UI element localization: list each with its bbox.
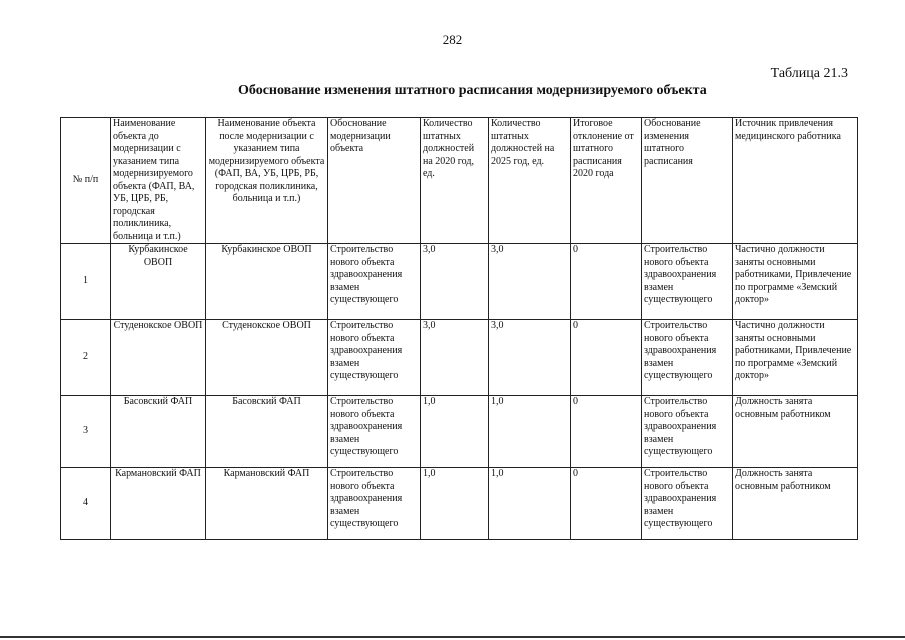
worker-source: Должность занята основным работником [733, 396, 858, 468]
modernization-reason: Строительство нового объекта здравоохранения взамен существующего [328, 396, 421, 468]
modernization-reason: Строительство нового объекта здравоохранения взамен существующего [328, 244, 421, 320]
count-2025: 3,0 [489, 320, 571, 396]
object-after: Курбакинское ОВОП [206, 244, 328, 320]
header-count-2025: Количество штатных должностей на 2025 год, ед. [489, 118, 571, 244]
document-title: Обоснование изменения штатного расписания модернизируемого объекта [238, 83, 707, 98]
staffing-table [60, 117, 858, 540]
header-modernization-reason: Обоснование модернизации объекта [328, 118, 421, 244]
object-after: Басовский ФАП [206, 396, 328, 468]
object-before: Курбакинское ОВОП [111, 244, 206, 320]
table-label: Таблица 21.3 [770, 66, 848, 81]
object-before: Студенокское ОВОП [111, 320, 206, 396]
row-number: 4 [61, 468, 111, 540]
modernization-reason: Строительство нового объекта здравоохранения взамен существующего [328, 320, 421, 396]
object-after: Студенокское ОВОП [206, 320, 328, 396]
header-worker-source: Источник привлечения медицинского работника [733, 118, 858, 244]
worker-source: Частично должности заняты основными работниками, Привлечение по программе «Земский доктор» [733, 244, 858, 320]
row-number: 2 [61, 320, 111, 396]
object-after: Кармановский ФАП [206, 468, 328, 540]
change-reason: Строительство нового объекта здравоохранения взамен существующего [642, 468, 733, 540]
count-2020: 1,0 [421, 396, 489, 468]
deviation: 0 [571, 396, 642, 468]
count-2020: 3,0 [421, 244, 489, 320]
table-row [61, 244, 858, 320]
table-header-row [61, 118, 858, 244]
header-object-before: Наименование объекта до модернизации с указанием типа модернизируемого объекта (ФАП, ВА, УБ, ЦРБ, РБ, городская поликлиника, больница и т.п.) [111, 118, 206, 244]
count-2020: 1,0 [421, 468, 489, 540]
table-row [61, 320, 858, 396]
header-change-reason: Обоснование изменения штатного расписания [642, 118, 733, 244]
change-reason: Строительство нового объекта здравоохранения взамен существующего [642, 396, 733, 468]
change-reason: Строительство нового объекта здравоохранения взамен существующего [642, 244, 733, 320]
count-2025: 1,0 [489, 468, 571, 540]
page-number: 282 [442, 32, 463, 47]
deviation: 0 [571, 320, 642, 396]
page-edge-line [0, 636, 905, 638]
change-reason: Строительство нового объекта здравоохранения взамен существующего [642, 320, 733, 396]
modernization-reason: Строительство нового объекта здравоохранения взамен существующего [328, 468, 421, 540]
deviation: 0 [571, 244, 642, 320]
header-count-2020: Количество штатных должностей на 2020 год, ед. [421, 118, 489, 244]
worker-source: Должность занята основным работником [733, 468, 858, 540]
header-object-after: Наименование объекта после модернизации с указанием типа модернизируемого объекта (ФАП, ВА, УБ, ЦРБ, РБ, городская поликлиника, больница и т.п.) [206, 118, 328, 244]
count-2025: 1,0 [489, 396, 571, 468]
count-2020: 3,0 [421, 320, 489, 396]
row-number: 1 [61, 244, 111, 320]
deviation: 0 [571, 468, 642, 540]
worker-source: Частично должности заняты основными работниками, Привлечение по программе «Земский доктор» [733, 320, 858, 396]
row-number: 3 [61, 396, 111, 468]
table-row [61, 468, 858, 540]
object-before: Кармановский ФАП [111, 468, 206, 540]
header-number: № п/п [61, 118, 111, 244]
header-deviation: Итоговое отклонение от штатного расписания 2020 года [571, 118, 642, 244]
table-row [61, 396, 858, 468]
object-before: Басовский ФАП [111, 396, 206, 468]
count-2025: 3,0 [489, 244, 571, 320]
